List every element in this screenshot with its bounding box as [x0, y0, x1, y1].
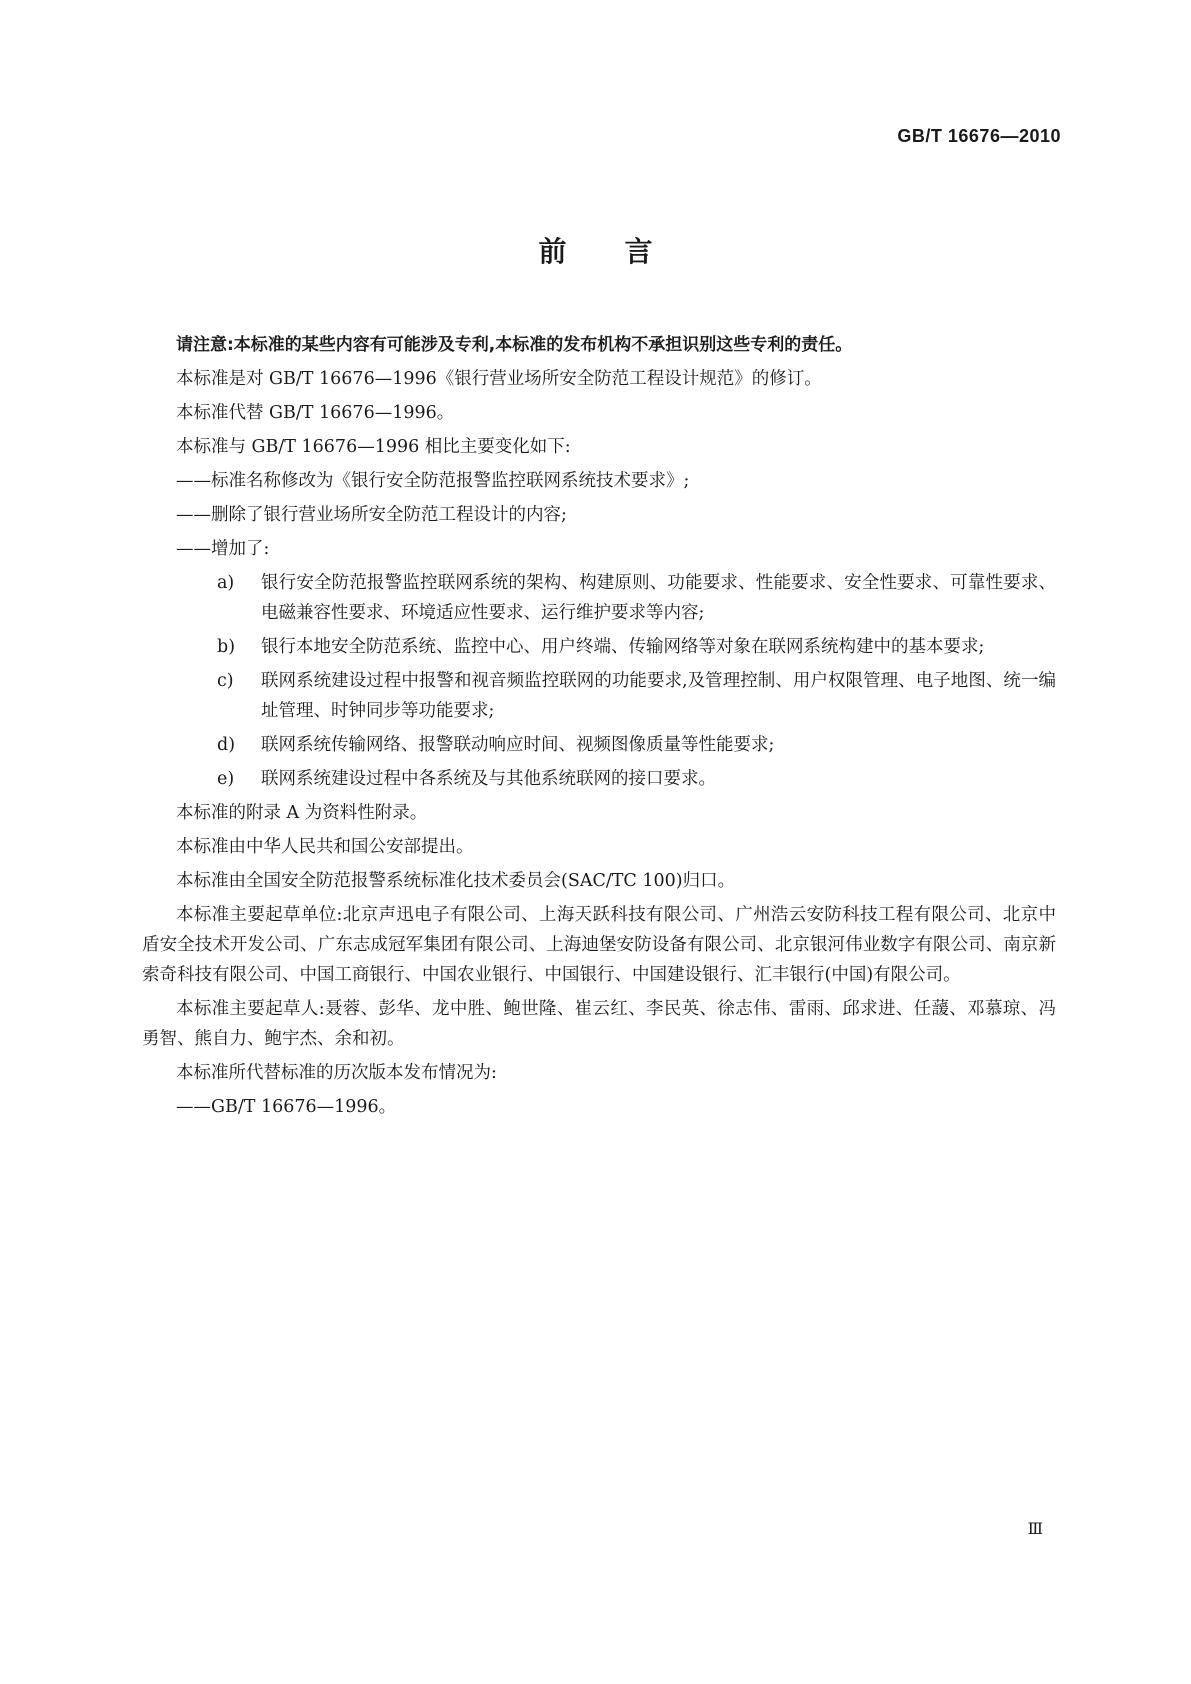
- list-mark: a): [217, 573, 235, 593]
- list-item-c: [176, 666, 1056, 726]
- list-text: 联网系统传输网络、报警联动响应时间、视频图像质量等性能要求;: [261, 735, 775, 755]
- list-text: 银行安全防范报警监控联网系统的架构、构建原则、功能要求、性能要求、安全性要求、可靠性要求、电磁兼容性要求、环境适应性要求、运行维护要求等内容;: [261, 573, 1056, 623]
- paragraph-drafting-units: 本标准主要起草单位:北京声迅电子有限公司、上海天跃科技有限公司、广州浩云安防科技工程有限公司、北京中盾安全技术开发公司、广东志成冠军集团有限公司、上海迪堡安防设备有限公司、北京银河伟业数字有限公司、南京新索奇科技有限公司、中国工商银行、中国农业银行、中国银行、中国建设银行、汇丰银行(中国)有限公司。: [142, 905, 1056, 985]
- title-char-1: 前: [538, 235, 567, 268]
- page-number: Ⅲ: [1027, 1519, 1043, 1538]
- paragraph-drafters: 本标准主要起草人:聂蓉、彭华、龙中胜、鲍世隆、崔云红、李民英、徐志伟、雷雨、邱求进、任蘐、邓慕琼、冯勇智、熊自力、鲍宇杰、余和初。: [142, 999, 1056, 1049]
- paragraph-replaces: 本标准代替 GB/T 16676—1996。: [176, 403, 455, 423]
- page-title: [0, 230, 1191, 270]
- paragraph-changes: 本标准与 GB/T 16676—1996 相比主要变化如下:: [176, 437, 571, 457]
- title-char-2: 言: [624, 235, 653, 268]
- list-mark: d): [217, 735, 236, 755]
- list-item-d: [176, 730, 1056, 760]
- list-item-b: [176, 632, 1056, 662]
- dash-item-added: ——增加了:: [176, 539, 270, 559]
- standard-code: GB/T 16676—2010: [897, 126, 1061, 146]
- patent-notice: 请注意:本标准的某些内容有可能涉及专利,本标准的发布机构不承担识别这些专利的责任。: [176, 335, 853, 355]
- dash-item-rename: ——标准名称修改为《银行安全防范报警监控联网系统技术要求》;: [176, 471, 690, 491]
- list-item-e: [176, 764, 1056, 794]
- dash-item-previous-edition: ——GB/T 16676—1996。: [176, 1097, 397, 1117]
- list-text: 联网系统建设过程中各系统及与其他系统联网的接口要求。: [261, 769, 716, 789]
- paragraph-proposer: 本标准由中华人民共和国公安部提出。: [176, 837, 474, 857]
- foreword-body: [142, 330, 1056, 1126]
- list-mark: b): [217, 637, 236, 657]
- list-mark: e): [217, 769, 235, 789]
- list-text: 联网系统建设过程中报警和视音频监控联网的功能要求,及管理控制、用户权限管理、电子地图、统一编址管理、时钟同步等功能要求;: [261, 671, 1056, 721]
- paragraph-history: 本标准所代替标准的历次版本发布情况为:: [176, 1063, 497, 1083]
- paragraph-revision: 本标准是对 GB/T 16676—1996《银行营业场所安全防范工程设计规范》的修订。: [176, 369, 822, 389]
- list-item-a: [176, 568, 1056, 628]
- list-mark: c): [217, 671, 234, 691]
- dash-item-deleted: ——删除了银行营业场所安全防范工程设计的内容;: [176, 505, 567, 525]
- paragraph-committee: 本标准由全国安全防范报警系统标准化技术委员会(SAC/TC 100)归口。: [176, 871, 736, 891]
- list-text: 银行本地安全防范系统、监控中心、用户终端、传输网络等对象在联网系统构建中的基本要求;: [261, 637, 985, 657]
- paragraph-appendix: 本标准的附录 A 为资料性附录。: [176, 803, 428, 823]
